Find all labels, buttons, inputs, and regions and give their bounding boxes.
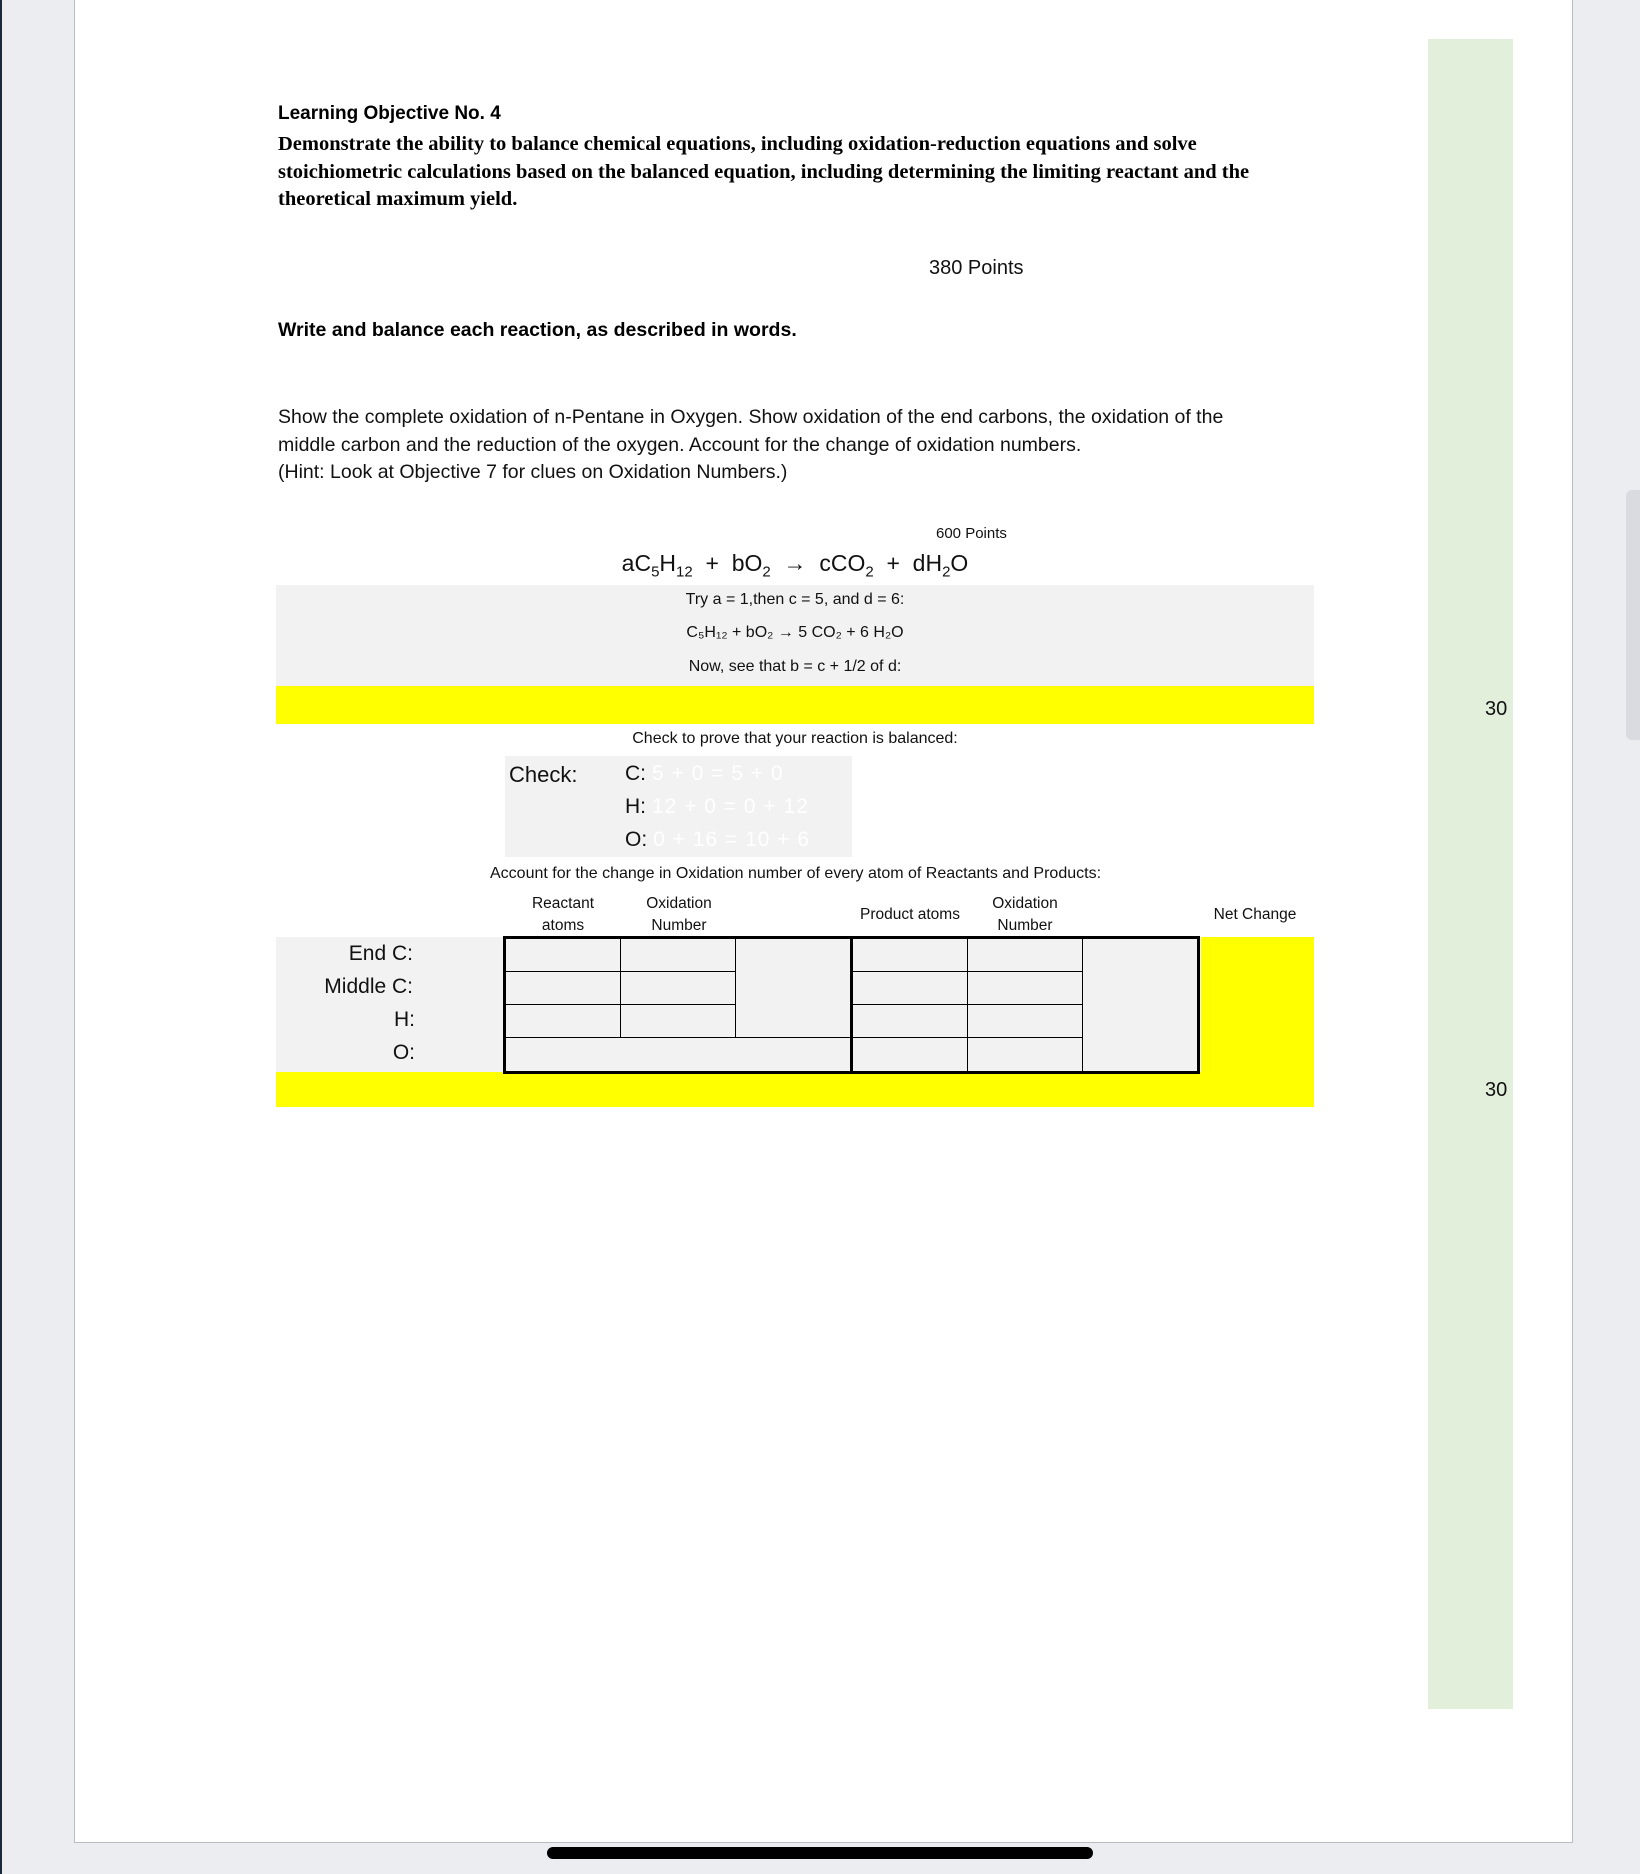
- objective-points: 380 Points: [929, 257, 1024, 279]
- row-label-h: H:: [394, 1008, 415, 1031]
- table-caption: Account for the change in Oxidation number of every atom of Reactants and Products:: [490, 865, 1102, 882]
- answer-field-coefficients[interactable]: [276, 686, 1314, 724]
- general-equation: $aC_5H_{12} + bO_2 \to cCO_2 + dH_2O$: [621, 550, 969, 581]
- reactant-atoms-cell[interactable]: [505, 1004, 621, 1038]
- prompt-line: middle carbon and the reduction of the oxygen. Account for the change of oxidation numbers.: [278, 433, 1082, 456]
- score-value: 30: [1485, 698, 1508, 720]
- header-product-atoms: Product atoms: [860, 906, 960, 923]
- header-reactant-atoms: Reactant atoms: [531, 895, 595, 934]
- reactant-atoms-cell[interactable]: [505, 971, 621, 1005]
- answer-field-net-change[interactable]: [1201, 937, 1314, 1072]
- product-oxidation-cell[interactable]: [967, 1037, 1083, 1072]
- hint-try: Try a = 1,then c = 5, and d = 6:: [685, 591, 905, 608]
- product-oxidation-cell[interactable]: [967, 971, 1083, 1005]
- side-scroll-tab[interactable]: [1626, 490, 1640, 740]
- reactant-atoms-cell[interactable]: [505, 938, 621, 972]
- document-page: [74, 0, 1573, 1843]
- objective-description: Demonstrate the ability to balance chemical equations, including oxidation-reduction equations and solve stoichiometric calculations based on the balanced equation, including determining the limiting reactant and the theoretical maximum yield.: [278, 133, 1250, 210]
- row-label-end-c: End C:: [348, 942, 413, 965]
- question-points: 600 Points: [936, 525, 1007, 542]
- reactant-oxidation-cell[interactable]: [620, 1004, 736, 1038]
- check-row-o: O: 0 + 16 = 10 + 6: [625, 828, 811, 851]
- product-oxidation-cell[interactable]: [967, 938, 1083, 972]
- product-atoms-cell[interactable]: [852, 938, 968, 972]
- prompt-line: (Hint: Look at Objective 7 for clues on Oxidation Numbers.): [278, 461, 788, 483]
- reactant-divider: [505, 1037, 851, 1038]
- check-row-h: H: 12 + 0 = 0 + 12: [625, 795, 809, 818]
- window-edge: [0, 0, 2, 1874]
- product-atoms-cell[interactable]: [852, 971, 968, 1005]
- check-label: Check:: [509, 762, 578, 787]
- prompt-line: Show the complete oxidation of n-Pentane in Oxygen. Show oxidation of the end carbons, the oxidation of the: [278, 406, 1224, 428]
- hint-equation: C₅H₁₂ + bO₂ → 5 CO₂ + 6 H₂O: [686, 624, 904, 641]
- reactant-oxidation-cell[interactable]: [620, 971, 736, 1005]
- answer-field-totals[interactable]: [276, 1072, 1314, 1107]
- home-indicator[interactable]: [547, 1847, 1093, 1859]
- product-atoms-cell[interactable]: [852, 1004, 968, 1038]
- hint-now: Now, see that b = c + 1/2 of d:: [688, 658, 902, 675]
- instruction-heading: Write and balance each reaction, as described in words.: [278, 319, 797, 341]
- row-label-o: O:: [392, 1041, 415, 1064]
- reactant-oxidation-cell[interactable]: [620, 938, 736, 972]
- header-product-oxidation: Oxidation Number: [992, 895, 1058, 934]
- row-label-middle-c: Middle C:: [324, 975, 413, 998]
- objective-title: Learning Objective No. 4: [278, 103, 501, 124]
- check-row-c: C: 5 + 0 = 5 + 0: [625, 762, 784, 785]
- score-column: [1428, 39, 1513, 1709]
- question-prompt: [278, 404, 1298, 487]
- product-atoms-cell[interactable]: [852, 1037, 968, 1072]
- header-reactant-oxidation: Oxidation Number: [646, 895, 712, 934]
- product-oxidation-cell[interactable]: [967, 1004, 1083, 1038]
- header-net-change: Net Change: [1213, 906, 1297, 923]
- score-value: 30: [1485, 1079, 1508, 1101]
- check-caption: Check to prove that your reaction is balanced:: [632, 730, 958, 747]
